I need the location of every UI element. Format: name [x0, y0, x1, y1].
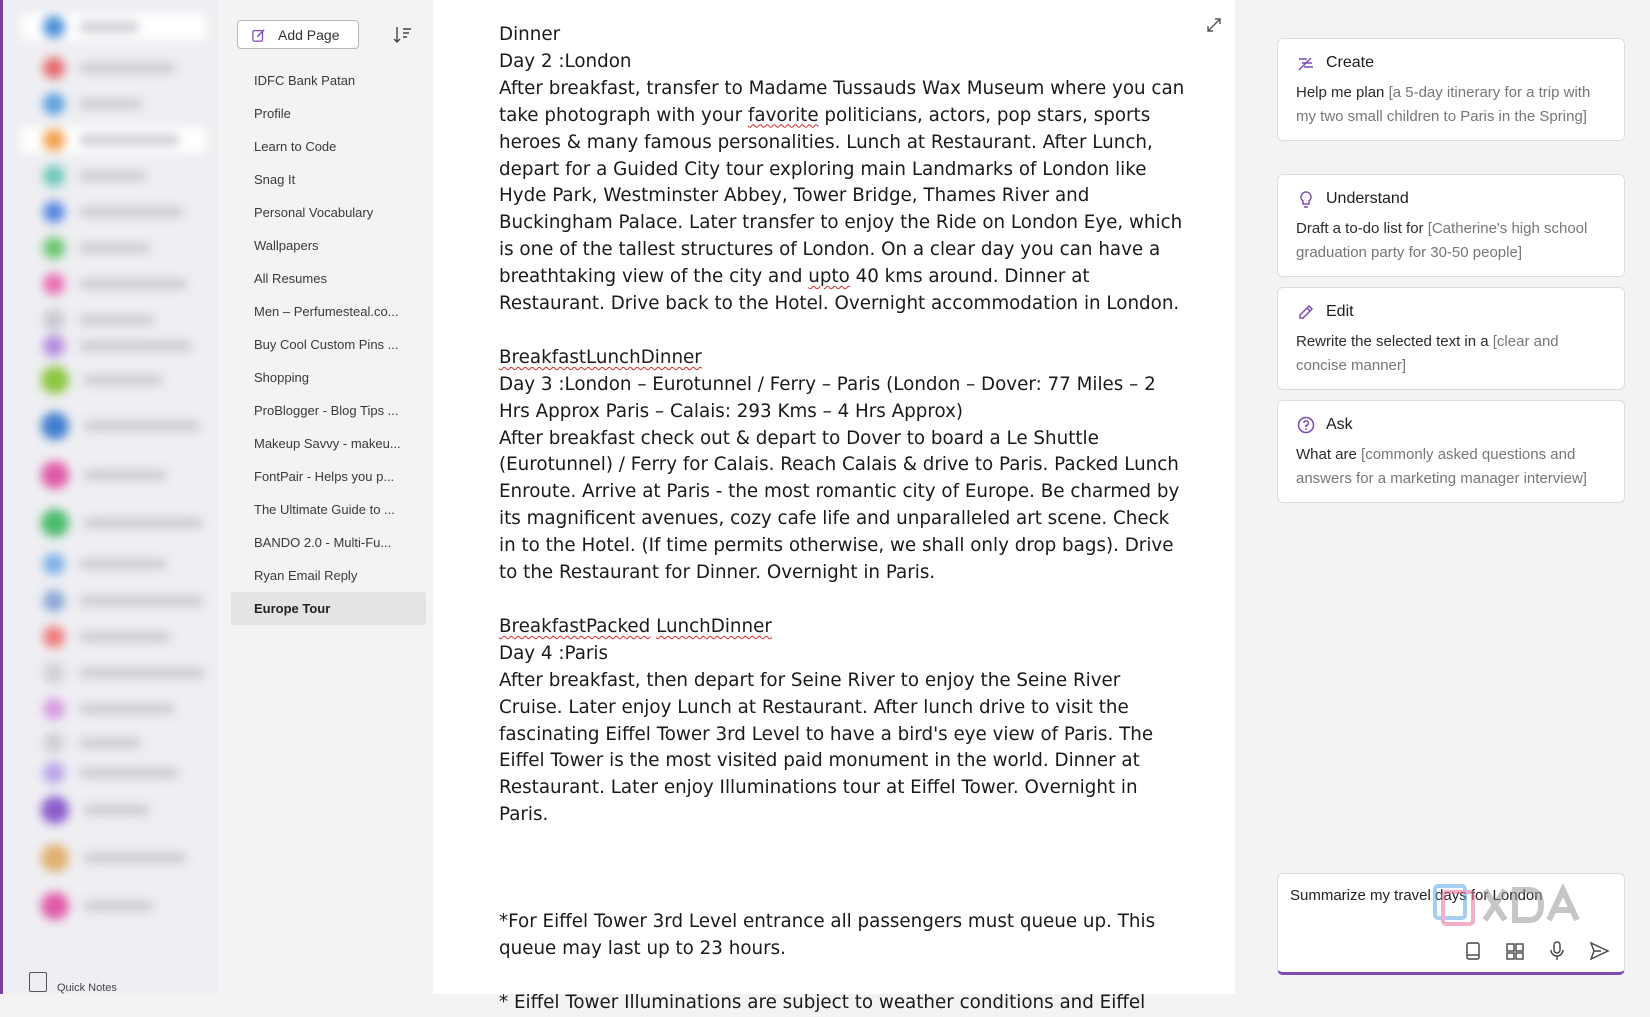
page-item[interactable]: Learn to Code	[254, 139, 337, 154]
card-header	[1296, 189, 1606, 209]
section-color-icon	[41, 366, 69, 394]
page-item[interactable]: Wallpapers	[254, 238, 319, 253]
add-page-icon	[252, 28, 266, 42]
section-item[interactable]	[21, 797, 206, 823]
expand-icon[interactable]	[1205, 16, 1223, 34]
page-item[interactable]: Personal Vocabulary	[254, 205, 374, 220]
create-icon	[1296, 53, 1316, 73]
section-label-blurred	[83, 901, 154, 911]
card-title: Understand	[1326, 190, 1409, 207]
card-header	[1296, 53, 1606, 73]
spellcheck-word[interactable]: upto	[808, 266, 850, 288]
section-label-blurred	[79, 207, 184, 217]
card-title: Create	[1326, 54, 1375, 71]
page-item[interactable]: ProBlogger - Blog Tips ...	[254, 403, 399, 418]
section-label-blurred	[79, 243, 151, 253]
section-label-blurred	[83, 518, 204, 528]
section-color-icon	[41, 412, 69, 440]
section-label-blurred	[79, 668, 206, 678]
send-icon[interactable]	[1588, 940, 1610, 962]
section-label-blurred	[79, 63, 176, 73]
page-list	[221, 64, 433, 625]
card-header	[1296, 302, 1606, 322]
section-label-blurred	[79, 559, 167, 569]
section-item[interactable]	[21, 551, 206, 577]
meals-line	[499, 345, 1189, 372]
note-body[interactable]	[499, 22, 1189, 1017]
card-prompt-hint: [Catherine's high school graduation party for 30-50 people]	[1296, 220, 1588, 261]
card-prompt-lead: Rewrite the selected text in a	[1296, 333, 1493, 350]
section-color-icon	[43, 553, 65, 575]
text-run: After breakfast, transfer to Madame Tussauds Wax Museum where you can take photograph with your	[499, 77, 1185, 126]
section-color-icon	[43, 165, 65, 187]
section-item[interactable]	[21, 660, 206, 686]
section-item[interactable]	[21, 462, 206, 488]
copilot-pane	[1235, 0, 1650, 994]
section-label-blurred	[79, 171, 147, 181]
section-item[interactable]	[21, 367, 206, 393]
day-body: After breakfast, then depart for Seine River to enjoy the Seine River Cruise. Later enjoy Lunch at Restaurant. After lunch drive to visit the fascinating Eiffel Tower 3rd Level to have a bird's eye view of Paris. The Eiffel Tower is the most visited paid monument in the world. Dinner at Restaurant. Later enjoy Illuminations tour at Eiffel Tower. Overnight in Paris.	[499, 669, 1154, 826]
section-item[interactable]	[21, 235, 206, 261]
section-item[interactable]	[21, 413, 206, 439]
card-title: Ask	[1326, 416, 1353, 433]
pencil-icon	[1296, 302, 1316, 322]
page-item[interactable]: Europe Tour	[231, 592, 426, 625]
section-color-icon	[43, 273, 65, 295]
quick-notes-item[interactable]	[29, 964, 209, 994]
pages-pane	[221, 0, 433, 994]
quick-notes-icon	[29, 972, 47, 992]
card-prompt	[1296, 217, 1606, 264]
page-item[interactable]: BANDO 2.0 - Multi-Fu...	[254, 535, 392, 550]
section-color-icon	[41, 892, 69, 920]
section-item[interactable]	[21, 845, 206, 871]
section-label-blurred	[79, 632, 171, 642]
section-item[interactable]	[21, 14, 206, 40]
section-color-icon	[43, 590, 65, 612]
section-item[interactable]	[21, 91, 206, 117]
question-icon	[1296, 415, 1316, 435]
footnote: *For Eiffel Tower 3rd Level entrance all passengers must queue up. This queue may last up to 23 hours.	[499, 911, 1156, 960]
card-prompt-lead: What are	[1296, 446, 1362, 463]
section-color-icon	[43, 237, 65, 259]
text-run: politicians, actors, pop stars, sports heroes & many famous personalities. Lunch at Restaurant. After Lunch, depart for a Guided City tour exploring main Landmarks of London like Hyde Park, Westminster Abbey, Tower Bridge, Thames River and Buckingham Palace. Later transfer to enjoy the Ride on London Eye, which is one of the tallest structures of London. On a clear day you can have a breathtaking view of the city and	[499, 104, 1183, 288]
page-item[interactable]: Shopping	[254, 370, 309, 385]
section-color-icon	[43, 732, 65, 754]
section-item[interactable]	[21, 510, 206, 536]
section-item[interactable]	[21, 730, 206, 756]
card-prompt	[1296, 443, 1606, 490]
section-color-icon	[43, 16, 65, 38]
card-prompt-hint: [commonly asked questions and answers for a marketing manager interview]	[1296, 446, 1587, 487]
section-label-blurred	[79, 99, 143, 109]
quick-notes-label: Quick Notes	[57, 982, 117, 994]
card-prompt-hint: [clear and concise manner]	[1296, 333, 1559, 374]
card-prompt-lead: Help me plan	[1296, 84, 1389, 101]
copilot-card-create[interactable]	[1277, 38, 1625, 141]
add-page-label: Add Page	[278, 26, 340, 43]
section-label-blurred	[83, 853, 187, 863]
day-body: After breakfast check out & depart to Dover to board a Le Shuttle (Eurotunnel) / Ferry for Calais. Reach Calais & drive to Paris. Packed Lunch Enroute. Arrive at Paris - the most romantic city of Europe. Be charmed by its magnificent avenues, cozy cafe life and unparalleled art scene. Check in to the Hotel. (If time permits otherwise, we shall only drop bags). Drive to the Restaurant for Dinner. Overnight in Paris.	[499, 427, 1180, 584]
page-item[interactable]: IDFC Bank Patan	[254, 73, 356, 88]
xda-watermark-icon	[1433, 880, 1583, 930]
section-color-icon	[43, 309, 65, 331]
section-item[interactable]	[21, 199, 206, 225]
card-prompt-hint: [a 5-day itinerary for a trip with my two small children to Paris in the Spring]	[1296, 84, 1591, 125]
section-item[interactable]	[21, 624, 206, 650]
section-label-blurred	[79, 704, 175, 714]
section-label-blurred	[79, 738, 142, 748]
page-item[interactable]: Snag It	[254, 172, 296, 187]
section-label-blurred	[79, 22, 139, 32]
section-label-blurred	[79, 279, 188, 289]
section-item[interactable]	[21, 163, 206, 189]
section-color-icon	[43, 662, 65, 684]
page-item[interactable]: The Ultimate Guide to ...	[254, 502, 395, 517]
card-header	[1296, 415, 1606, 435]
copilot-card-understand[interactable]	[1277, 174, 1625, 277]
footnote: * Eiffel Tower Illuminations are subject to weather conditions and Eiffel	[499, 991, 1146, 1013]
page-item[interactable]: Makeup Savvy - makeu...	[254, 436, 401, 451]
day-title: Day 4 :Paris	[499, 642, 609, 664]
section-color-icon	[43, 57, 65, 79]
spellcheck-word[interactable]: BreakfastPacked	[499, 615, 651, 637]
section-item[interactable]	[21, 55, 206, 81]
sort-pages-icon[interactable]	[391, 24, 413, 46]
section-label-blurred	[79, 135, 180, 145]
section-label-blurred	[83, 421, 200, 431]
section-color-icon	[43, 129, 65, 151]
card-title: Edit	[1326, 303, 1354, 320]
section-color-icon	[41, 461, 69, 489]
text-line: Dinner	[499, 24, 561, 45]
meals-line	[499, 614, 1189, 641]
section-rail	[0, 0, 218, 994]
page-item[interactable]: Profile	[254, 106, 291, 121]
day-title: Day 3 :London – Eurotunnel / Ferry – Paris (London – Dover: 77 Miles – 2 Hrs Approx Paris – Calais: 293 Kms – 4 Hrs Approx)	[499, 373, 1156, 422]
section-label-blurred	[79, 768, 179, 778]
section-item[interactable]	[21, 696, 206, 722]
section-label-blurred	[79, 315, 155, 325]
lightbulb-icon	[1296, 189, 1316, 209]
copilot-card-edit[interactable]	[1277, 287, 1625, 390]
section-label-blurred	[83, 470, 167, 480]
section-label-blurred	[83, 805, 150, 815]
section-item[interactable]	[21, 307, 206, 333]
text-run: 40 kms around. Dinner at Restaurant. Drive back to the Hotel. Overnight accommodation in London.	[499, 266, 1180, 315]
page-item[interactable]: All Resumes	[254, 271, 327, 286]
notebook-icon[interactable]	[1462, 940, 1484, 962]
section-color-icon	[41, 844, 69, 872]
page-item[interactable]: Ryan Email Reply	[254, 568, 358, 583]
section-label-blurred	[79, 596, 204, 606]
copilot-card-ask[interactable]	[1277, 400, 1625, 503]
day-body	[499, 76, 1189, 318]
section-item[interactable]	[21, 893, 206, 919]
section-color-icon	[43, 762, 65, 784]
section-item[interactable]	[21, 333, 206, 359]
spellcheck-word[interactable]: LunchDinner	[656, 615, 772, 637]
page-canvas[interactable]	[433, 0, 1235, 1013]
section-item[interactable]	[21, 271, 206, 297]
add-page-button[interactable]	[237, 20, 359, 49]
day-title: Day 2 :London	[499, 50, 632, 72]
card-prompt	[1296, 330, 1606, 377]
card-prompt	[1296, 81, 1606, 128]
page-item[interactable]: Men – Perfumesteal.co...	[254, 304, 399, 319]
section-color-icon	[43, 93, 65, 115]
page-item[interactable]: Buy Cool Custom Pins ...	[254, 337, 399, 352]
section-list-blurred	[11, 0, 211, 994]
section-item[interactable]	[21, 588, 206, 614]
section-item[interactable]	[21, 127, 206, 153]
spellcheck-word[interactable]: favorite	[747, 104, 819, 126]
card-prompt-lead: Draft a to-do list for	[1296, 220, 1428, 237]
section-color-icon	[41, 509, 69, 537]
section-color-icon	[43, 335, 65, 357]
section-label-blurred	[79, 341, 192, 351]
section-label-blurred	[83, 375, 163, 385]
section-color-icon	[43, 201, 65, 223]
section-color-icon	[43, 698, 65, 720]
spellcheck-word[interactable]: BreakfastLunchDinner	[499, 346, 702, 368]
section-color-icon	[41, 796, 69, 824]
prompt-gallery-icon[interactable]	[1504, 940, 1526, 962]
section-color-icon	[43, 626, 65, 648]
page-item[interactable]: FontPair - Helps you p...	[254, 469, 395, 484]
section-item[interactable]	[21, 760, 206, 786]
microphone-icon[interactable]	[1546, 940, 1568, 962]
